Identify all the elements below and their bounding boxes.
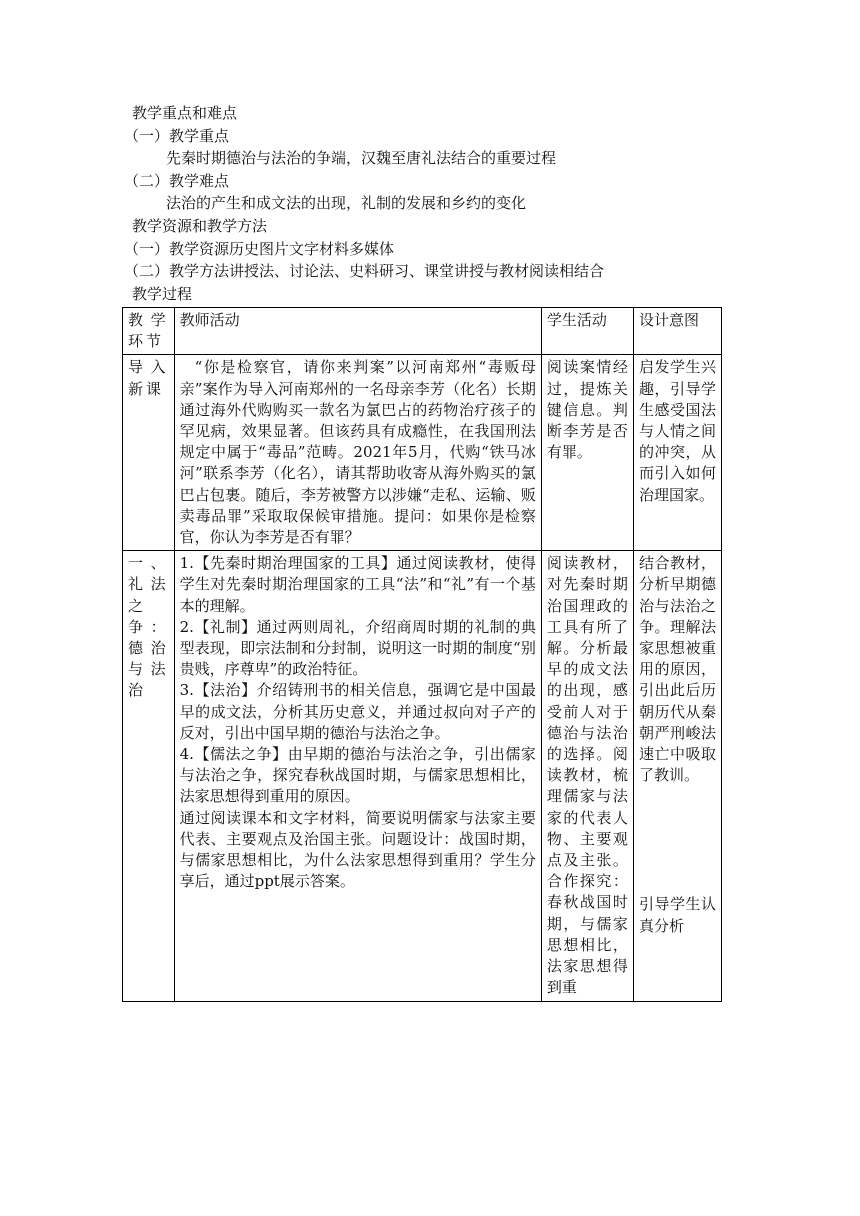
design-spacer — [639, 786, 716, 894]
resources-title: 教学资源和教学方法 — [132, 216, 268, 235]
header-design: 设计意图 — [633, 308, 721, 355]
intro-section — [124, 102, 732, 305]
row2-stage: 一、礼法之争：德治与法治 — [123, 551, 175, 1001]
table-row — [123, 551, 722, 1001]
header-student: 学生活动 — [541, 308, 633, 355]
design-text-a: 结合教材，分析早期德治与法治之争。理解法家思想被重用的原因，引出此后历朝历代从秦朝严刑峻法速亡中吸取了教训。 — [638, 554, 716, 785]
header-teacher: 教师活动 — [174, 308, 541, 355]
design-text-b: 引导学生认真分析 — [638, 895, 716, 935]
focus-text: 先秦时期德治与法治的争端，汉魏至唐礼法结合的重要过程 — [166, 149, 557, 168]
header-stage: 教学环节 — [123, 308, 175, 355]
row2-student: 阅读教材，对先秦时期治国理政的工具有所了解。分析最早的成文法的出现，感受前人对于德治与法治的选择。阅读教材，梳理儒家与法家的代表人物、主要观点及主张。合作探究：春秋战国时期，与儒家思想相比，法家思想得到重 — [541, 551, 633, 1001]
teacher-para-4: 4.【儒法之争】由早期的德治与法治之争，引出儒家与法治之争，探究春秋战国时期，与儒家思想相比，法家思想得到重用的原因。 — [179, 745, 536, 806]
teacher-para-3: 3.【法治】介绍铸刑书的相关信息，强调它是中国最早的成文法，分析其历史意义，并通过叔向对子产的反对，引出中国早期的德治与法治之争。 — [179, 681, 536, 742]
difficulty-text: 法治的产生和成文法的出现，礼制的发展和乡约的变化 — [166, 194, 527, 213]
process-table — [122, 307, 722, 1002]
table-header-row — [123, 308, 722, 355]
row1-student: 阅读案情经过，提炼关键信息。判断李芳是否有罪。 — [541, 355, 633, 551]
process-title: 教学过程 — [132, 284, 193, 303]
row2-design — [633, 551, 721, 1001]
table-row — [123, 355, 722, 551]
row1-design: 启发学生兴趣，引导学生感受国法与人情之间的冲突，从而引入如何治理国家。 — [633, 355, 721, 551]
key-title: 教学重点和难点 — [132, 104, 238, 122]
row1-teacher: “你是检察官，请你来判案”以河南郑州“毒贩母亲”案作为导入河南郑州的一名母亲李芳（化名）长期通过海外代购购买一款名为氯巴占的药物治疗孩子的罕见病，效果显著。但该药具有成瘾性，在我国刑法规定中属于“毒品”范畴。2021年5月，代购“铁马冰河”联系李芳（化名），请其帮助收寄从海外购买的氯巴占包裹。随后，李芳被警方以涉嫌“走私、运输、贩卖毒品罪”采取取保候审措施。提问：如果你是检察官，你认为李芳是否有罪？ — [174, 355, 541, 551]
methods-line: （二）教学方法讲授法、讨论法、史料研习、课堂讲授与教材阅读相结合 — [124, 262, 605, 281]
row1-stage: 导入新课 — [123, 355, 175, 551]
teacher-para-1: 1.【先秦时期治理国家的工具】通过阅读教材，使得学生对先秦时期治理国家的工具“法”和“礼”有一个基本的理解。 — [179, 554, 536, 615]
resources-line: （一）教学资源历史图片文字材料多媒体 — [124, 239, 395, 258]
teacher-para-5: 通过阅读课本和文字材料，简要说明儒家与法家主要代表、主要观点及治国主张。问题设计：战国时期，与儒家思想相比，为什么法家思想得到重用？学生分享后，通过ppt展示答案。 — [179, 808, 536, 891]
focus-label: （一）教学重点 — [124, 126, 230, 145]
teacher-para-2: 2.【礼制】通过两则周礼，介绍商周时期的礼制的典型表现，即宗法制和分封制，说明这一时期的制度“别贵贱，序尊卑”的政治特征。 — [179, 617, 536, 679]
difficulty-label: （二）教学难点 — [124, 171, 230, 190]
row2-teacher — [174, 551, 541, 1001]
